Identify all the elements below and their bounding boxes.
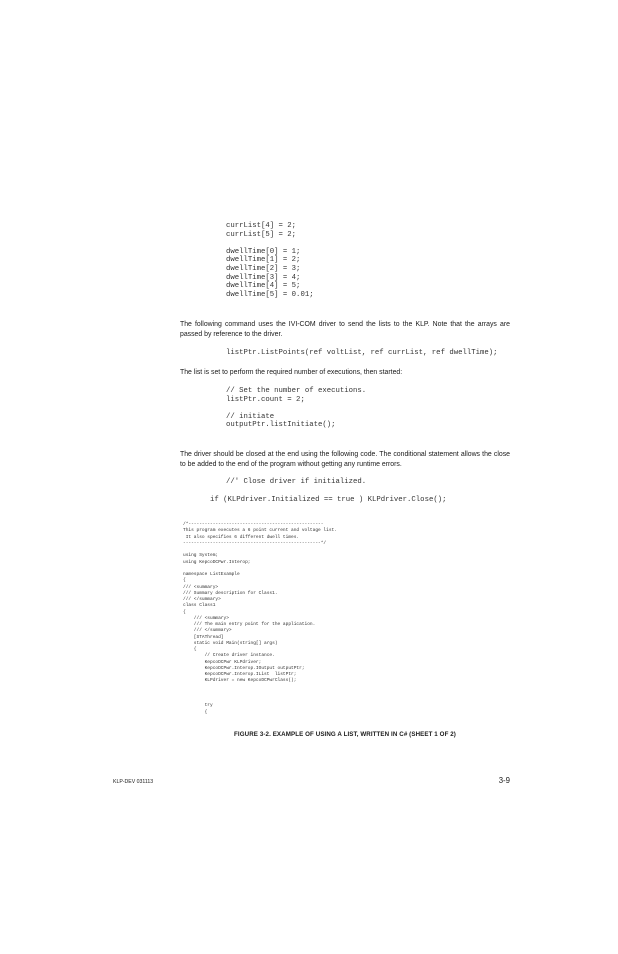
listing-line: /// <summary> [183, 584, 219, 590]
listing-line: { [183, 578, 186, 584]
listing-line: KepcoDCPwr KLPdriver; [183, 659, 262, 665]
code-blank-line [226, 239, 314, 248]
code-line: dwellTime[5] = 0.01; [226, 290, 314, 299]
code-line: dwellTime[4] = 5; [226, 282, 301, 291]
code-line: listPtr.count = 2; [226, 395, 305, 404]
code-line: dwellTime[3] = 4; [226, 273, 301, 282]
code-line: outputPtr.listInitiate(); [226, 421, 336, 430]
footer-page-number: 3-9 [498, 776, 510, 785]
code-line: // initiate [226, 412, 275, 421]
listing-line: static void Main(string[] args) [183, 640, 278, 646]
code-blank-line [226, 404, 366, 413]
listing-line: using System; [183, 553, 219, 559]
code-line: currList[5] = 2; [226, 230, 297, 239]
code-block-executions [226, 387, 366, 430]
listing-line: using KepcoDCPwr.Interop; [183, 559, 251, 565]
listing-line: { [183, 647, 197, 652]
listing-line: { [183, 609, 186, 615]
listing-line: ---------------------------------------------------*/ [183, 540, 327, 546]
paragraph-close-driver: The driver should be closed at the end using the following code. The conditional statement allows the close to be added to the end of the program without getting any runtime errors. [180, 451, 510, 468]
code-line: dwellTime[0] = 1; [226, 247, 301, 256]
listing-line: /// <summary> [183, 615, 229, 621]
listing-line: KLPdriver = new KepcoDCPwrClass(); [183, 678, 297, 684]
code-line: currList[4] = 2; [226, 222, 297, 230]
code-line: // Set the number of executions. [226, 387, 367, 395]
code-line: dwellTime[2] = 3; [226, 264, 301, 273]
listing-line: /// The main entry point for the application. [183, 622, 316, 627]
listing-line: This program executes a 6 point current and voltage list. [183, 528, 337, 534]
listing-line: // Create driver instance. [183, 653, 275, 659]
listing-line: /// </summary> [183, 597, 221, 602]
code-block-dwell-times [226, 222, 314, 299]
code-list-points: listPtr.ListPoints(ref voltList, ref currList, ref dwellTime); [226, 349, 498, 357]
listing-line: /// Summary description for Class1. [183, 590, 278, 596]
listing-line: [STAThread] [183, 634, 224, 640]
footer-document-id: KLP-DEV 031113 [113, 779, 154, 785]
listing-line: It also specifies 6 different dwell times. [183, 534, 300, 540]
listing-line: /// </summary> [183, 628, 232, 634]
code-line: dwellTime[1] = 2; [226, 256, 301, 265]
listing-line: KepcoDCPwr.Interop.IList listPtr; [183, 672, 297, 677]
figure-caption: FIGURE 3-2. EXAMPLE OF USING A LIST, WRITTEN IN C# (SHEET 1 OF 2) [234, 731, 456, 738]
listing-line: try [183, 703, 213, 709]
code-close-statement: if (KLPdriver.Initialized == true ) KLPdriver.Close(); [210, 496, 447, 504]
code-listing-figure [183, 522, 337, 716]
listing-line: KepcoDCPwr.Interop.IOutput outputPtr; [183, 665, 305, 671]
listing-line: namespace ListExample [183, 572, 240, 577]
code-close-comment: //' Close driver if initialized. [226, 478, 367, 486]
listing-line: /*-------------------------------------------------- [183, 522, 324, 527]
paragraph-ivi-com-lists: The following command uses the IVI-COM driver to send the lists to the KLP. Note that the arrays are passed by reference to the driver. [180, 321, 510, 338]
listing-line: class Class1 [183, 603, 216, 609]
paragraph-executions: The list is set to perform the required number of executions, then started: [180, 369, 403, 376]
listing-line: { [183, 709, 208, 715]
